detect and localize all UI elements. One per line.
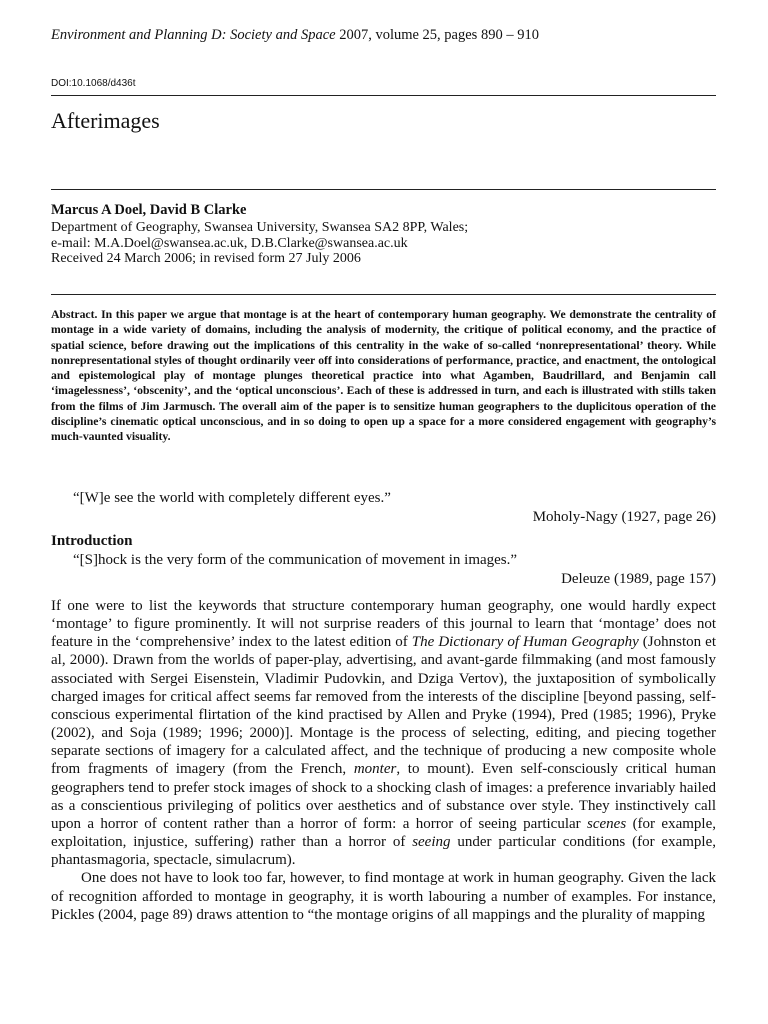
abstract-text: In this paper we argue that montage is at the heart of contemporary human geography. We demonstrate the centrality of montage in a wide variety of domains, including the analysis of modernity, the critique of political economy, and the practice of spatial science, before drawing out the implications of this centrality in the wake of so-called ‘nonrepresentational’ theory. While nonrepresentational styles of thought ordinarily veer off into considerations of performance, practice, and enactment, the ontological and epistemological play of montage plunges theoretical practice into what Agamben, Baudrillard, and Benjamin call ‘imagelessness’, ‘obscenity’, and the ‘optical unconscious’. Each of these is addressed in turn, and each is illustrated with stills taken from the films of Jim Jarmusch. The overall aim of the paper is to sensitize human geographers to the duplicitous operation of the discipline’s cinematic optical unconscious, and in so doing to open up a space for a more considered engagement with geography’s much-vaunted visuality. <box>51 308 717 444</box>
paragraph-2: One does not have to look too far, however, to find montage at work in human geography. Given the lack of recognition afforded to montage in geography, it is worth labouring a number of examples. For instance, Pickles (2004, page 89) draws attention to “the montage origins of all mappings and the plurality of mapping <box>51 870 716 923</box>
abstract-rule <box>51 294 716 295</box>
intro-quote: “[S]hock is the very form of the communication of movement in images.” <box>73 552 518 568</box>
header-rule <box>51 95 716 96</box>
authors: Marcus A Doel, David B Clarke <box>51 202 247 218</box>
journal-name: Environment and Planning D: Society and Space <box>51 27 336 43</box>
title-rule <box>51 189 716 190</box>
body-text <box>51 597 716 924</box>
abstract <box>51 307 716 445</box>
abstract-label: Abstract. <box>51 308 98 321</box>
received-date: Received 24 March 2006; in revised form 27 July 2006 <box>51 251 361 266</box>
doi: DOI:10.1068/d436t <box>51 78 136 89</box>
epigraph-source: Moholy-Nagy (1927, page 26) <box>532 509 716 525</box>
book-title: The Dictionary of Human Geography <box>411 634 639 651</box>
intro-quote-source: Deleuze (1989, page 157) <box>561 571 716 587</box>
paragraph-1: If one were to list the keywords that structure contemporary human geography, one would hardly expect ‘montage’ to figure prominently. It will not surprise readers of this journal to learn that ‘montage’ does not feature in the ‘comprehensive’ index to the latest edition of The Dictionary of Human Geography (Johnston et al, 2000). Drawn from the worlds of paper-play, advertising, and avant-garde filmmaking (and most famously associated with Sergei Eisenstein, Vladimir Pudovkin, and Dziga Vertov), the juxtaposition of symbolically charged images for critical affect seems far removed from the interests of the discipline [beyond passing, self-conscious experimental flirtation of the kind practised by Allen and Pryke (1994), Pred (1985; 1996), Pryke (2002), and Soja (1989; 1996; 2000)]. Montage is the process of selecting, editing, and piecing together separate sections of imagery for a calculated affect, and the technique of producing a new composite whole from fragments of imagery (from the French, monter, to mount). Even self-consciously critical human geographers tend to prefer stock images of shock to a shocking clash of images: a preference invariably hailed as a conscientious privileging of politics over aesthetics and of substance over style. They instinctively call upon a horror of content rather than a horror of form: a horror of seeing particular scenes (for example, exploitation, injustice, suffering) rather than a horror of seeing under particular conditions (for example, phantasmagoria, spectacle, simulacrum). <box>51 598 716 869</box>
email: e-mail: M.A.Doel@swansea.ac.uk, D.B.Clarke@swansea.ac.uk <box>51 236 408 251</box>
epigraph-quote: “[W]e see the world with completely different eyes.” <box>73 490 391 506</box>
section-heading: Introduction <box>51 533 133 549</box>
journal-citation <box>51 27 539 44</box>
volume-pages: 2007, volume 25, pages 890 – 910 <box>339 27 539 43</box>
affiliation: Department of Geography, Swansea University, Swansea SA2 8PP, Wales; <box>51 220 469 235</box>
article-title: Afterimages <box>51 108 160 133</box>
